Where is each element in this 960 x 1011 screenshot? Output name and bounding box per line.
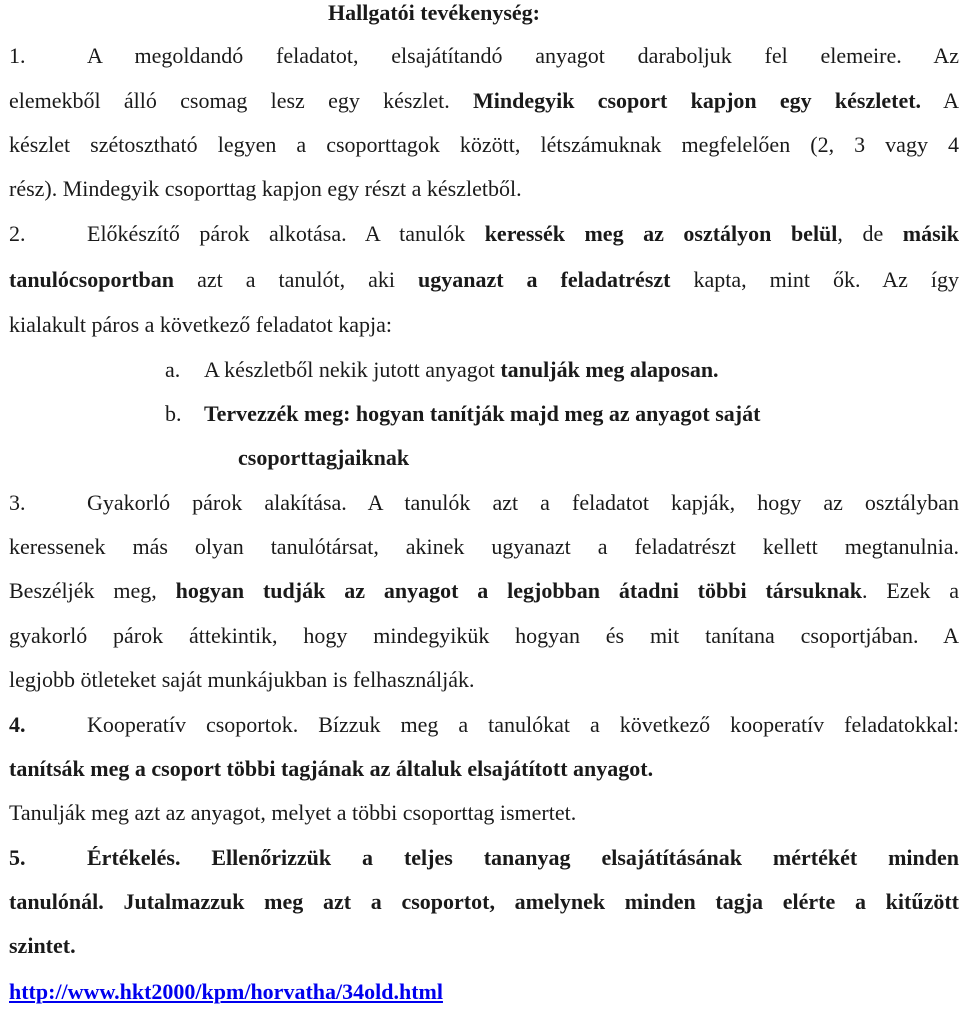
s1-line-1: 1. A megoldandó feladatot, elsajátítandó anyagot daraboljuk fel elemeire. Az	[9, 43, 959, 68]
s3-line-3: Beszéljék meg, hogyan tudják az anyagot a legjobban átadni többi társuknak. Ezek a	[9, 578, 959, 603]
s5-line-2: tanulónál. Jutalmazzuk meg azt a csoportot, amelynek minden tagja elérte a kitűzött	[9, 889, 959, 914]
s4-line-2: tanítsák meg a csoport többi tagjának az általuk elsajátított anyagot.	[9, 756, 654, 781]
page-title: Hallgatói tevékenység:	[327, 0, 541, 25]
s3-line-2: keressenek más olyan tanulótársat, akinek ugyanazt a feladatrészt kellett megtanulnia.	[9, 534, 959, 559]
s4-line-3: Tanulják meg azt az anyagot, melyet a többi csoporttag ismertet.	[9, 800, 577, 825]
s5-line-3: szintet.	[9, 933, 76, 958]
s1-line-2: elemekből álló csomag lesz egy készlet. Mindegyik csoport kapjon egy készletet. A	[9, 88, 959, 113]
s2-line-1: 2. Előkészítő párok alkotása. A tanulók keressék meg az osztályon belül, de másik	[9, 221, 959, 246]
s1-line-3: készlet szétosztható legyen a csoporttagok között, létszámuknak megfelelően (2, 3 vagy 4	[9, 132, 959, 157]
s2-line-2: tanulócsoportban azt a tanulót, aki ugyanazt a feladatrészt kapta, mint ők. Az így	[9, 267, 959, 292]
s2-item-b-cont: csoporttagjaiknak	[238, 445, 410, 470]
s4-line-1: 4. Kooperatív csoportok. Bízzuk meg a tanulókat a következő kooperatív feladatokkal:	[9, 712, 959, 737]
source-link[interactable]: http://www.hkt2000/kpm/horvatha/34old.html	[9, 979, 443, 1004]
s3-line-1: 3. Gyakorló párok alakítása. A tanulók azt a feladatot kapják, hogy az osztályban	[9, 490, 959, 515]
s2-item-b: b. Tervezzék meg: hogyan tanítják majd meg az anyagot saját	[165, 401, 761, 426]
s1-line-4: rész). Mindegyik csoporttag kapjon egy részt a készletből.	[9, 176, 522, 201]
s3-line-4: gyakorló párok áttekintik, hogy mindegyikük hogyan és mit tanítana csoportjában. A	[9, 623, 959, 648]
s2-item-a: a. A készletből nekik jutott anyagot tanulják meg alaposan.	[165, 357, 719, 382]
s5-line-1: 5. Értékelés. Ellenőrizzük a teljes tananyag elsajátításának mértékét minden	[9, 845, 959, 870]
s3-line-5: legjobb ötleteket saját munkájukban is felhasználják.	[9, 667, 475, 692]
s2-line-3: kialakult páros a következő feladatot kapja:	[9, 312, 393, 337]
source-link-line	[9, 974, 959, 1010]
